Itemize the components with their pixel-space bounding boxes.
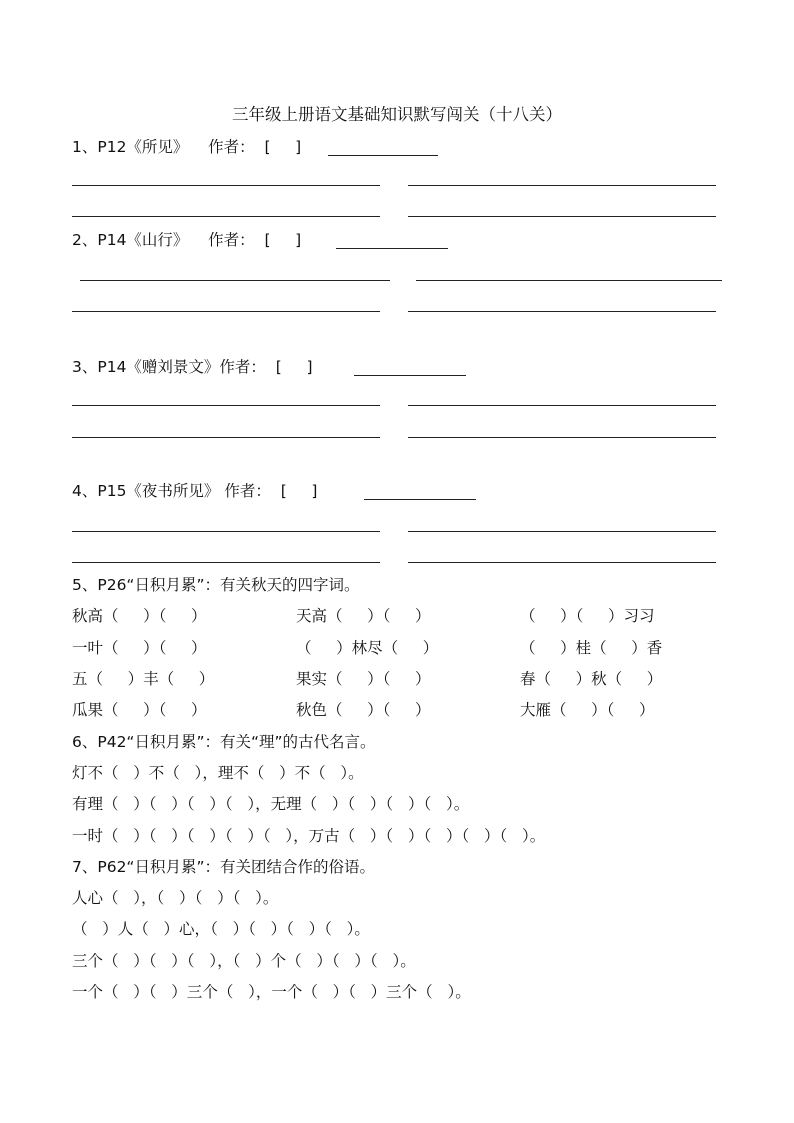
author-answer-line-1[interactable]: [328, 155, 438, 156]
answer-line[interactable]: [72, 562, 380, 563]
answer-line[interactable]: [80, 280, 390, 281]
quote-blank[interactable]: 有理（ ）（ ）（ ）（ ），无理（ ）（ ）（ ）（ ）。: [72, 795, 470, 813]
idiom-blank[interactable]: 秋高（ ）（ ）: [72, 607, 207, 625]
idiom-blank[interactable]: 果实（ ）（ ）: [296, 670, 431, 688]
answer-line[interactable]: [408, 216, 716, 217]
quote-blank[interactable]: 灯不（ ）不（ ），理不（ ）不（ ）。: [72, 764, 364, 782]
author-answer-line-2[interactable]: [336, 248, 448, 249]
idiom-blank[interactable]: 天高（ ）（ ）: [296, 607, 431, 625]
author-answer-line-4[interactable]: [364, 499, 476, 500]
idiom-blank[interactable]: （ ）（ ）习习: [520, 607, 655, 625]
answer-line[interactable]: [408, 562, 716, 563]
answer-line[interactable]: [408, 405, 716, 406]
question-4-label: 4、P15《夜书所见》 作者： [ ]: [72, 482, 318, 500]
idiom-blank[interactable]: （ ）林尽（ ）: [296, 639, 439, 657]
answer-line[interactable]: [72, 311, 380, 312]
question-2-label: 2、P14《山行》 作者： [ ]: [72, 231, 302, 249]
page-title: 三年级上册语文基础知识默写闯关（十八关）: [232, 105, 562, 124]
idiom-blank[interactable]: 春（ ）秋（ ）: [520, 670, 663, 688]
answer-line[interactable]: [408, 185, 716, 186]
proverb-blank[interactable]: 三个（ ）（ ）（ ），（ ）个（ ）（ ）（ ）。: [72, 952, 416, 970]
idiom-blank[interactable]: 秋色（ ）（ ）: [296, 701, 431, 719]
question-1-label: 1、P12《所见》 作者： [ ]: [72, 138, 302, 156]
proverb-blank[interactable]: （ ）人（ ）心，（ ）（ ）（ ）（ ）。: [72, 920, 370, 938]
question-3-label: 3、P14《赠刘景文》作者： [ ]: [72, 358, 313, 376]
answer-line[interactable]: [72, 185, 380, 186]
answer-line[interactable]: [72, 437, 380, 438]
question-7-heading: 7、P62“日积月累”：有关团结合作的俗语。: [72, 858, 375, 876]
answer-line[interactable]: [72, 405, 380, 406]
answer-line[interactable]: [408, 531, 716, 532]
answer-line[interactable]: [408, 437, 716, 438]
idiom-blank[interactable]: （ ）桂（ ）香: [520, 639, 663, 657]
answer-line[interactable]: [408, 311, 716, 312]
proverb-blank[interactable]: 人心（ ），（ ）（ ）（ ）。: [72, 889, 279, 907]
idiom-blank[interactable]: 瓜果（ ）（ ）: [72, 701, 207, 719]
answer-line[interactable]: [72, 531, 380, 532]
proverb-blank[interactable]: 一个（ ）（ ）三个（ ），一个（ ）（ ）三个（ ）。: [72, 983, 471, 1001]
idiom-blank[interactable]: 一叶（ ）（ ）: [72, 639, 207, 657]
idiom-blank[interactable]: 五（ ）丰（ ）: [72, 670, 215, 688]
quote-blank[interactable]: 一时（ ）（ ）（ ）（ ）（ ），万古（ ）（ ）（ ）（ ）（ ）。: [72, 827, 546, 845]
answer-line[interactable]: [416, 280, 722, 281]
question-5-heading: 5、P26“日积月累”：有关秋天的四字词。: [72, 576, 360, 594]
author-answer-line-3[interactable]: [354, 375, 466, 376]
answer-line[interactable]: [72, 216, 380, 217]
idiom-blank[interactable]: 大雁（ ）（ ）: [520, 701, 655, 719]
question-6-heading: 6、P42“日积月累”：有关“理”的古代名言。: [72, 733, 376, 751]
